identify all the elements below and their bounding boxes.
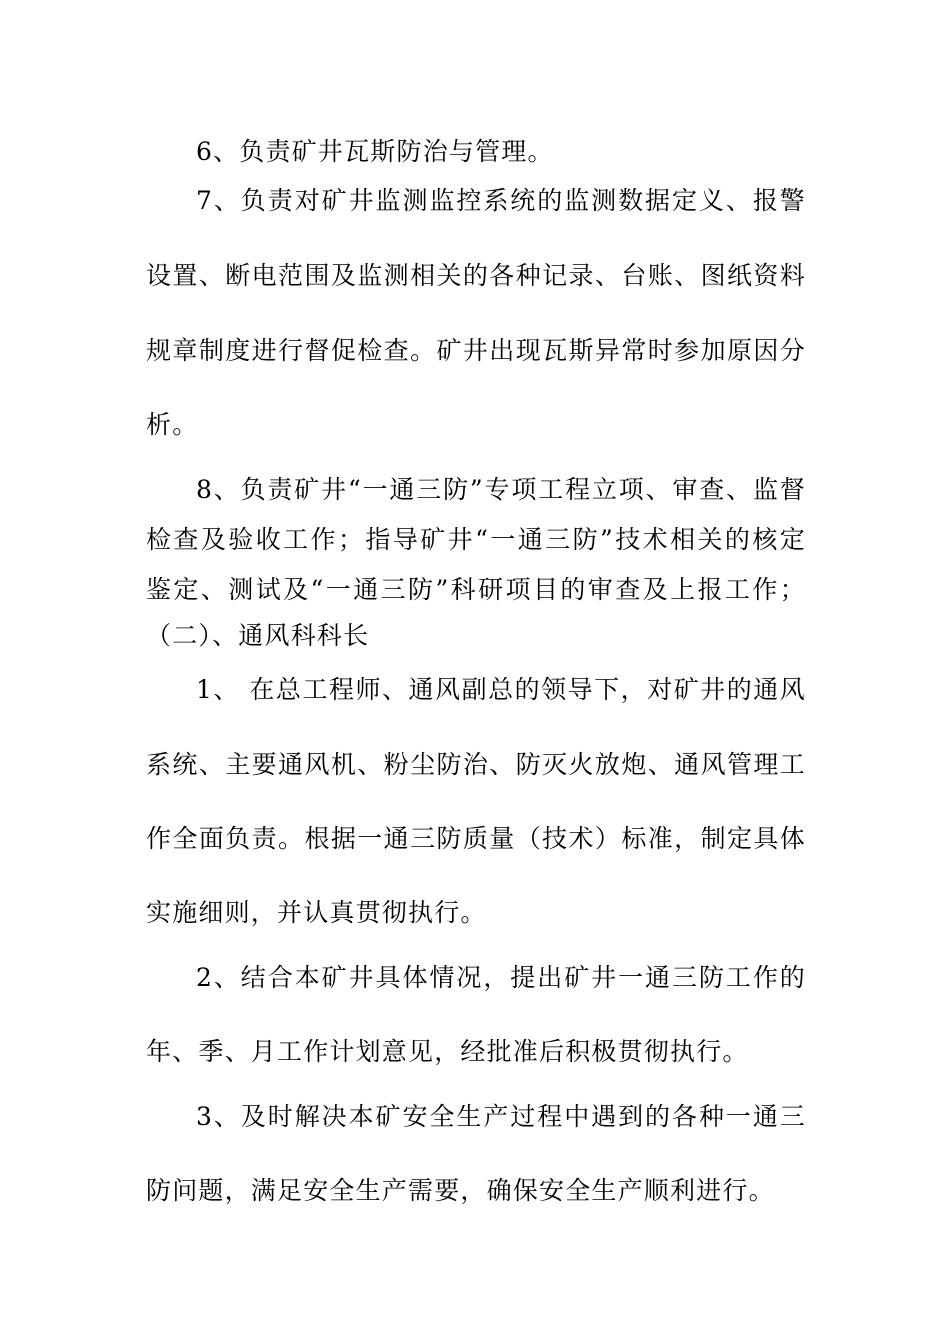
text-line-2: 7、负责对矿井监测监控系统的监测数据定义、报警 — [196, 186, 806, 215]
text-line-3: 设置、断电范围及监测相关的各种记录、台账、图纸资料 — [146, 261, 806, 290]
text-line-16: 3、及时解决本矿安全生产过程中遇到的各种一通三 — [196, 1102, 806, 1131]
text-line-11: 系统、主要通风机、粉尘防治、防灭火放炮、通风管理工 — [146, 750, 806, 779]
text-line-10: 1、 在总工程师、通风副总的领导下，对矿井的通风 — [196, 675, 806, 704]
section-heading: （二）、通风科科长 — [146, 621, 370, 650]
text-line-6: 8、负责矿井“一通三防”专项工程立项、审查、监督 — [196, 475, 806, 504]
text-line-8: 鉴定、测试及“一通三防”科研项目的审查及上报工作； — [146, 575, 806, 604]
text-line-14: 2、结合本矿井具体情况，提出矿井一通三防工作的 — [196, 963, 806, 992]
text-line-17: 防问题，满足安全生产需要，确保安全生产顺利进行。 — [146, 1176, 775, 1205]
text-line-15: 年、季、月工作计划意见，经批准后积极贯彻执行。 — [146, 1037, 749, 1066]
text-line-1: 6、负责矿井瓦斯防治与管理。 — [196, 137, 554, 166]
text-line-4: 规章制度进行督促检查。矿井出现瓦斯异常时参加原因分 — [146, 336, 806, 365]
text-line-5: 析。 — [146, 410, 199, 439]
text-line-13: 实施细则，并认真贯彻执行。 — [146, 898, 487, 927]
text-line-7: 检查及验收工作；指导矿井“一通三防”技术相关的核定 — [146, 525, 806, 554]
text-line-12: 作全面负责。根据一通三防质量（技术）标准，制定具体 — [146, 824, 806, 853]
